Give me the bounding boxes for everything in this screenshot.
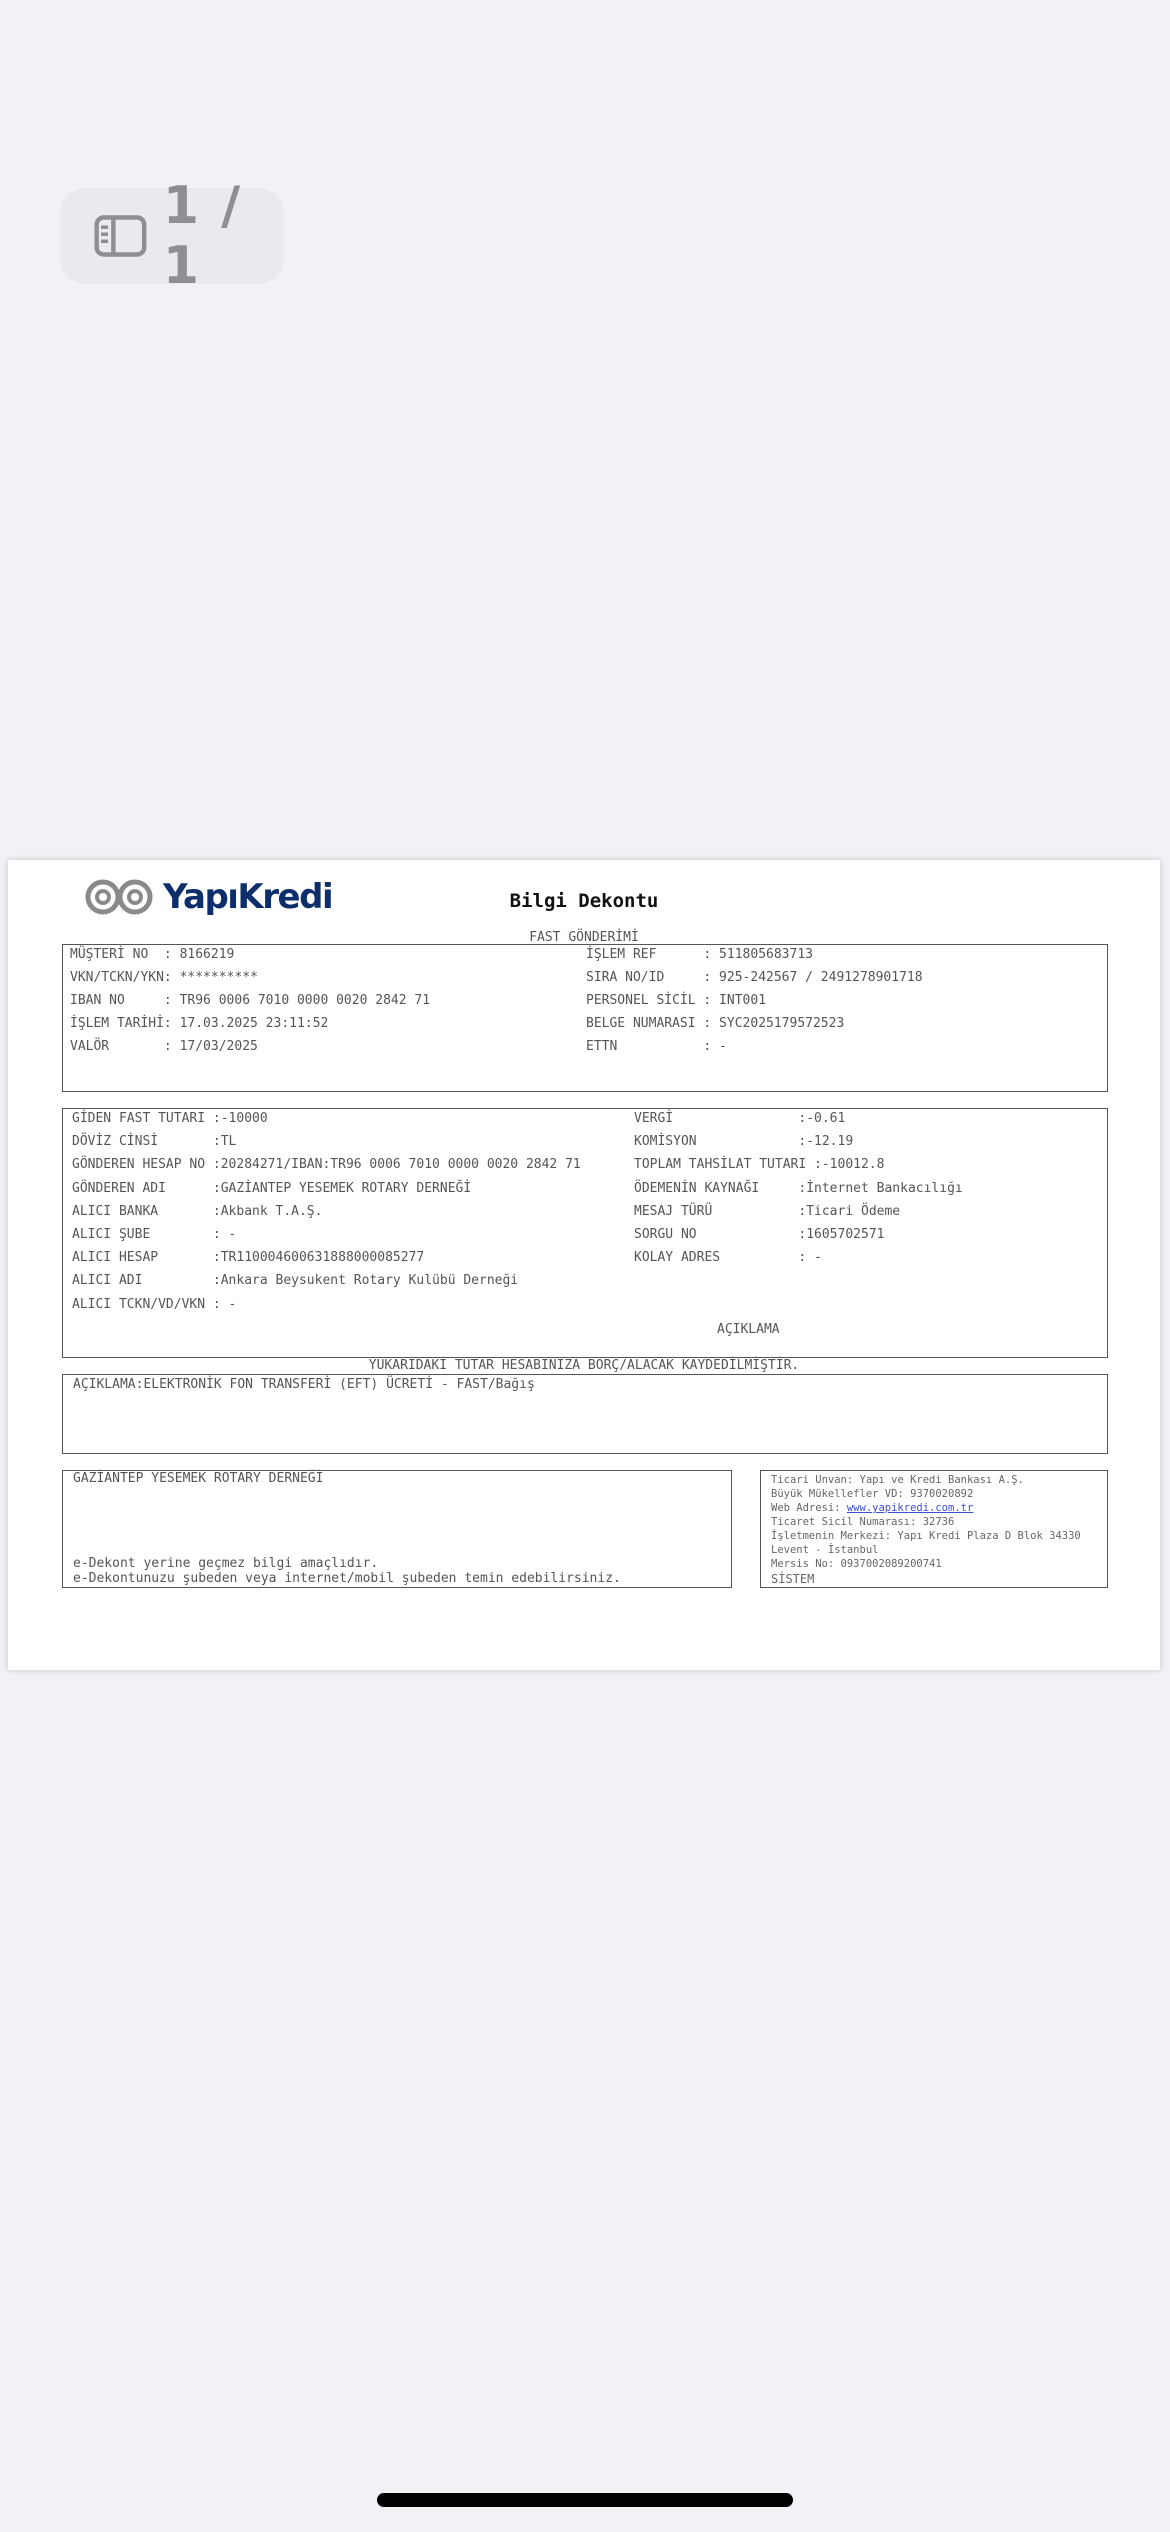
- header-field: [586, 947, 813, 962]
- header-field-value: : **********: [163, 970, 258, 985]
- header-info-box: [62, 944, 1108, 1092]
- header-field: [70, 993, 430, 1008]
- description-box: [62, 1374, 1108, 1454]
- sidebar-icon: [94, 212, 147, 260]
- debit-note: YUKARIDAKİ TUTAR HESABINIZA BORÇ/ALACAK KAYDEDİLMİŞTİR.: [368, 1358, 800, 1373]
- detail-field: [634, 1204, 900, 1219]
- header-field-label: İŞLEM TARİHİ: [70, 1016, 164, 1031]
- trade-registry: Ticaret Sicil Numarası: 32736: [771, 1516, 955, 1528]
- description-text: AÇIKLAMA:ELEKTRONİK FON TRANSFERİ (EFT) ÜCRETİ - FAST/Bağış: [73, 1377, 535, 1392]
- detail-field: [72, 1181, 471, 1196]
- detail-field-label: ALICI HESAP: [72, 1250, 213, 1266]
- header-field: [70, 1039, 258, 1054]
- detail-field: [72, 1273, 518, 1288]
- header-field-value: : 511805683713: [703, 947, 813, 962]
- header-field-label: IBAN NO: [70, 993, 164, 1008]
- detail-field-label: ALICI ADI: [72, 1273, 213, 1289]
- system-label: SİSTEM: [771, 1572, 815, 1586]
- detail-field: [634, 1227, 884, 1242]
- header-field-label: SIRA NO/ID: [586, 970, 704, 985]
- header-field-label: BELGE NUMARASI: [586, 1016, 704, 1031]
- footer-bank-info-box: [760, 1470, 1108, 1588]
- header-field: [586, 993, 766, 1008]
- detail-field-label: DÖVİZ CİNSİ: [72, 1134, 213, 1150]
- detail-field: [634, 1134, 853, 1149]
- header-field-label: İŞLEM REF: [586, 947, 704, 962]
- detail-field-label: ALICI ŞUBE: [72, 1227, 213, 1242]
- detail-field-label: KOMİSYON: [634, 1134, 799, 1150]
- header-field-value: : 17.03.2025 23:11:52: [163, 1016, 329, 1031]
- header-field-value: : 17/03/2025: [163, 1039, 258, 1054]
- detail-field-label: ÖDEMENİN KAYNAĞI: [634, 1180, 799, 1196]
- header-field: [70, 947, 234, 962]
- detail-field: [72, 1134, 236, 1149]
- mersis-no: Mersis No: 0937002089200741: [771, 1558, 942, 1570]
- detail-field: [634, 1181, 963, 1196]
- home-indicator[interactable]: [377, 2493, 793, 2507]
- header-field: [586, 1016, 844, 1031]
- detail-field: [72, 1250, 424, 1265]
- header-field: [70, 1016, 328, 1031]
- detail-field: [634, 1111, 845, 1126]
- detail-field-value: :-12.19: [798, 1134, 854, 1150]
- document-subtitle: FAST GÖNDERİMİ: [529, 930, 639, 945]
- document-title: Bilgi Dekontu: [509, 890, 659, 912]
- detail-field: [72, 1111, 268, 1126]
- tax-office: Büyük Mükellefler VD: 9370020892: [771, 1488, 974, 1500]
- header-field-value: : INT001: [703, 993, 767, 1008]
- edekont-note-2: e-Dekontunuzu şubeden veya internet/mobil şubeden temin edebilirsiniz.: [73, 1571, 621, 1586]
- edekont-note-1: e-Dekont yerine geçmez bilgi amaçlıdır.: [73, 1556, 379, 1571]
- header-field-value: : TR96 0006 7010 0000 0020 2842 71: [163, 993, 431, 1008]
- header-field-label: PERSONEL SİCİL: [586, 993, 704, 1008]
- page-number: 1 / 1: [162, 176, 243, 296]
- aciklama-heading: AÇIKLAMA: [717, 1322, 780, 1337]
- detail-field-value: :20284271/IBAN:TR96 0006 7010 0000 0020 2842 71: [212, 1157, 581, 1173]
- detail-field-value: :Ticari Ödeme: [798, 1203, 901, 1219]
- footer-customer-box: [62, 1470, 732, 1588]
- detail-field-value: : -: [212, 1227, 237, 1242]
- detail-field-label: GİDEN FAST TUTARI: [72, 1111, 213, 1126]
- web-address-link[interactable]: www.yapikredi.com.tr: [846, 1502, 974, 1514]
- headquarters-city: Levent - İstanbul: [771, 1544, 879, 1556]
- detail-field-label: VERGİ: [634, 1111, 799, 1126]
- detail-field-value: :-10012.8: [806, 1157, 885, 1173]
- header-field-label: VALÖR: [70, 1039, 164, 1054]
- bank-trade-name: Ticari Unvan: Yapı ve Kredi Bankası A.Ş.: [771, 1474, 1024, 1486]
- detail-field: [72, 1227, 236, 1242]
- detail-field-value: :-10000: [212, 1111, 268, 1126]
- header-field: [70, 970, 258, 985]
- detail-field-label: GÖNDEREN HESAP NO: [72, 1157, 213, 1173]
- detail-field-value: :İnternet Bankacılığı: [798, 1180, 963, 1196]
- header-field-label: VKN/TCKN/YKN: [70, 970, 164, 985]
- detail-field-label: MESAJ TÜRÜ: [634, 1203, 799, 1219]
- detail-field-value: :-0.61: [798, 1111, 846, 1126]
- web-address: [771, 1502, 973, 1514]
- header-field-label: ETTN: [586, 1039, 704, 1054]
- header-field-label: MÜŞTERİ NO: [70, 947, 164, 962]
- detail-field-value: : -: [798, 1250, 822, 1266]
- detail-field: [72, 1204, 322, 1219]
- detail-field-label: GÖNDEREN ADI: [72, 1180, 213, 1196]
- detail-field-value: :GAZİANTEP YESEMEK ROTARY DERNEĞİ: [212, 1180, 472, 1196]
- detail-field-value: :TL: [212, 1134, 237, 1150]
- header-field-value: : 8166219: [163, 947, 235, 962]
- page-indicator[interactable]: [60, 176, 284, 296]
- detail-field-label: ALICI BANKA: [72, 1203, 213, 1219]
- detail-field: [72, 1157, 581, 1172]
- detail-field-label: SORGU NO: [634, 1227, 799, 1242]
- receipt-document: [8, 860, 1160, 1670]
- header-field: [586, 970, 923, 985]
- detail-field-label: KOLAY ADRES: [634, 1250, 799, 1266]
- detail-field: [634, 1250, 822, 1265]
- detail-field-value: : -: [212, 1296, 237, 1312]
- detail-field: [634, 1157, 884, 1172]
- detail-field-value: :TR110004600631888000085277: [212, 1250, 425, 1266]
- detail-field-value: :Akbank T.A.Ş.: [212, 1203, 323, 1219]
- header-field-value: : -: [703, 1039, 727, 1054]
- detail-field-value: :Ankara Beysukent Rotary Kulübü Derneği: [212, 1273, 519, 1289]
- detail-field-value: :1605702571: [798, 1227, 885, 1242]
- web-address-label: Web Adresi:: [771, 1502, 847, 1514]
- header-field-value: : 925-242567 / 2491278901718: [703, 970, 923, 985]
- detail-field: [72, 1297, 236, 1312]
- detail-field-label: ALICI TCKN/VD/VKN: [72, 1296, 213, 1312]
- header-field-value: : SYC2025179572523: [703, 1016, 845, 1031]
- header-field: [586, 1039, 727, 1054]
- transaction-detail-box: [62, 1108, 1108, 1358]
- detail-field-label: TOPLAM TAHSİLAT TUTARI: [634, 1157, 807, 1173]
- bank-name: YapıKredi: [163, 877, 333, 917]
- customer-name: GAZİANTEP YESEMEK ROTARY DERNEĞİ: [73, 1471, 324, 1486]
- headquarters: İşletmenin Merkezi: Yapı Kredi Plaza D Blok 34330: [771, 1530, 1081, 1542]
